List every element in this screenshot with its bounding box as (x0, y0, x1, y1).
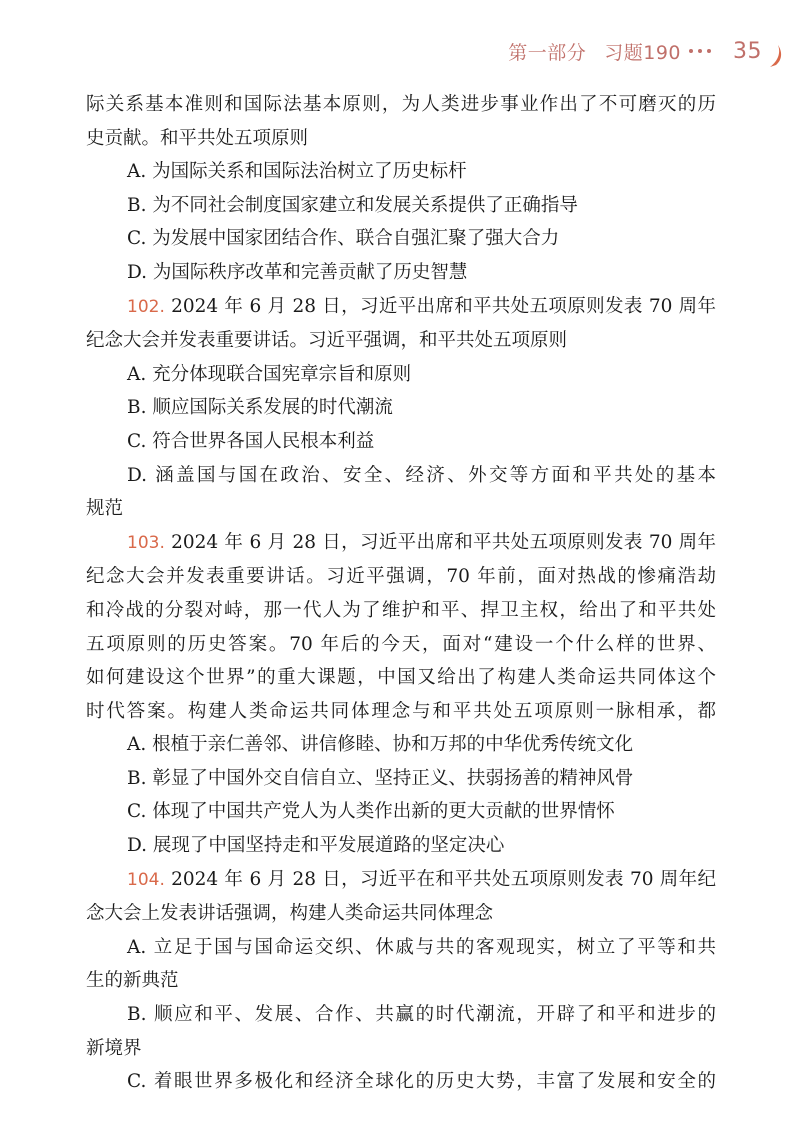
q102-number: 102. (127, 296, 165, 317)
header-dots (689, 49, 711, 53)
q102-option-d: D. 涵盖国与国在政治、安全、经济、外交等方面和平共处的基本 (127, 464, 716, 486)
header-part: 第一部分 (508, 41, 587, 64)
intro-option-a: A. 为国际关系和国际法治树立了历史标杆 (127, 161, 467, 183)
q103-line-3: 和冷战的分裂对峙，那一代人为了维护和平、捍卫主权，给出了和平共处 (86, 599, 716, 621)
page-header (508, 34, 762, 68)
q103-line-1 (86, 526, 716, 561)
intro-line-2: 史贡献。和平共处五项原则 (86, 127, 309, 149)
intro-option-c: C. 为发展中国家团结合作、联合自强汇聚了强大合力 (127, 228, 560, 250)
q103-line-4: 五项原则的历史答案。70 年后的今天，面对“建设一个什么样的世界、 (86, 633, 716, 655)
q103-option-d: D. 展现了中国坚持走和平发展道路的坚定决心 (127, 835, 505, 857)
q102-option-d-cont: 规范 (86, 498, 124, 520)
intro-option-d: D. 为国际秩序改革和完善贡献了历史智慧 (127, 261, 468, 283)
page-number-text: 35 (733, 38, 762, 64)
q104-number: 104. (127, 869, 165, 890)
q104-line-1 (86, 863, 716, 898)
q103-line-1-text: 2024 年 6 月 28 日，习近平出席和平共处五项原则发表 70 周年 (164, 531, 716, 553)
q104-option-a: A. 立足于国与国命运交织、休戚与共的客观现实，树立了平等和共 (127, 936, 716, 958)
q104-option-a-cont: 生的新典范 (86, 970, 179, 992)
page-content (86, 88, 716, 1099)
q102-line-1-text: 2024 年 6 月 28 日，习近平出席和平共处五项原则发表 70 周年 (164, 295, 716, 317)
swoosh-icon (766, 43, 784, 69)
header-title: 习题190 (604, 41, 681, 64)
q103-line-6: 时代答案。构建人类命运共同体理念与和平共处五项原则一脉相承，都 (86, 700, 716, 722)
q104-option-b: B. 顺应和平、发展、合作、共赢的时代潮流，开辟了和平和进步的 (127, 1004, 716, 1026)
q103-line-5: 如何建设这个世界”的重大课题，中国又给出了构建人类命运共同体这个 (86, 667, 716, 689)
q104-line-2: 念大会上发表讲话强调，构建人类命运共同体理念 (86, 903, 494, 925)
q102-line-1 (86, 290, 716, 325)
intro-line-1: 际关系基本准则和国际法基本原则，为人类进步事业作出了不可磨灭的历 (86, 94, 716, 115)
q102-option-a: A. 充分体现联合国宪章宗旨和原则 (127, 363, 412, 385)
q103-line-2: 纪念大会并发表重要讲话。习近平强调，70 年前，面对热战的惨痛浩劫 (86, 566, 716, 588)
q102-line-2: 纪念大会并发表重要讲话。习近平强调，和平共处五项原则 (86, 330, 568, 352)
q103-option-b: B. 彰显了中国外交自信自立、坚持正义、扶弱扬善的精神风骨 (127, 767, 634, 789)
q102-option-b: B. 顺应国际关系发展的时代潮流 (127, 397, 393, 419)
q104-option-b-cont: 新境界 (86, 1037, 142, 1059)
q102-option-c: C. 符合世界各国人民根本利益 (127, 430, 375, 452)
q103-option-c: C. 体现了中国共产党人为人类作出新的更大贡献的世界情怀 (127, 801, 615, 823)
page-number (733, 39, 762, 64)
intro-option-b: B. 为不同社会制度国家建立和发展关系提供了正确指导 (127, 194, 578, 216)
q104-line-1-text: 2024 年 6 月 28 日，习近平在和平共处五项原则发表 70 周年纪 (164, 868, 716, 890)
q103-option-a: A. 根植于亲仁善邻、讲信修睦、协和万邦的中华优秀传统文化 (127, 734, 634, 756)
q103-number: 103. (127, 532, 165, 553)
q104-option-c: C. 着眼世界多极化和经济全球化的历史大势，丰富了发展和安全的 (127, 1071, 716, 1093)
